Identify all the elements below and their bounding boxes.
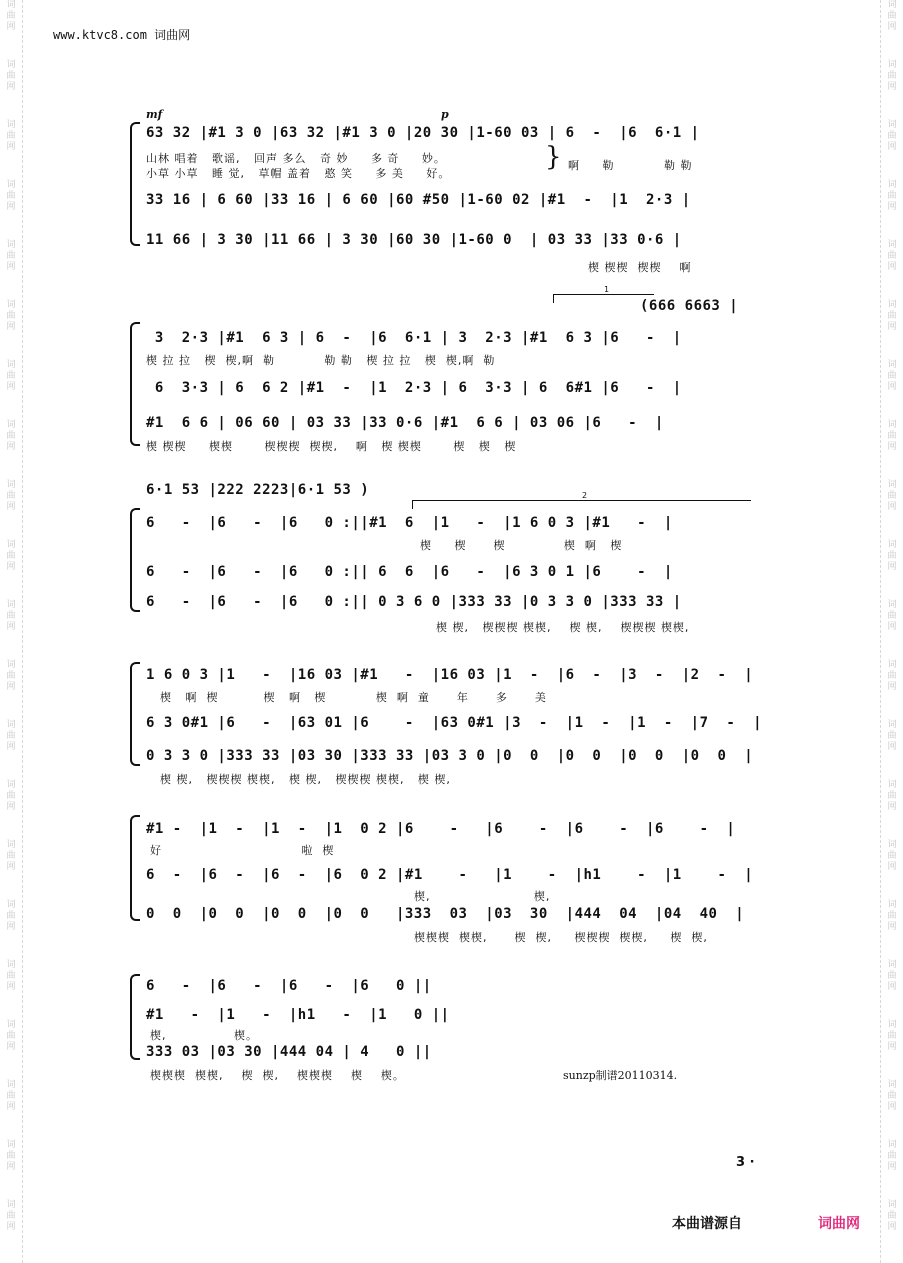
soprano-lyric: 楔 啊 楔 楔 啊 楔 楔 啊 童 年 多 美 — [160, 691, 547, 704]
soprano-notes: 3 2·3 |#1 6 3 | 6 - |6 6·1 | 3 2·3 |#1 6 3 |6 - | — [146, 330, 682, 346]
soprano-notes: 1 6 0 3 |1 - |16 03 |#1 - |16 03 |1 - |6 - |3 - |2 - | — [146, 667, 754, 683]
volta-2: 2 — [412, 500, 751, 509]
watermark-word: 词 曲 网 — [6, 780, 16, 812]
watermark-word: 词 曲 网 — [6, 900, 16, 932]
alto-notes: 33 16 | 6 60 |33 16 | 6 60 |60 #50 |1-60 02 |#1 - |1 2·3 | — [146, 192, 691, 208]
watermark-word: 词 曲 网 — [887, 780, 897, 812]
system-brace — [130, 122, 140, 246]
bass-lyric: 楔 楔, 楔楔楔 楔楔, 楔 楔, 楔楔楔 楔楔, 楔 楔, — [160, 773, 451, 786]
watermark-word: 词 曲 网 — [6, 420, 16, 452]
bass-lyric: 楔楔楔 楔楔, 楔 楔, 楔楔楔 楔 楔。 — [150, 1069, 405, 1082]
dynamic-mf: mf — [146, 108, 163, 121]
bass-lyric: 楔 楔楔 楔楔 楔楔楔 楔楔, 啊 楔 楔楔 楔 楔 楔 — [146, 440, 517, 453]
watermark-word: 词 曲 网 — [6, 600, 16, 632]
alto-notes: 6 3 0#1 |6 - |63 01 |6 - |63 0#1 |3 - |1 - |1 - |7 - | — [146, 715, 763, 731]
lyric-verse-2: 小草 小草 睡 觉, 草帽 盖着 憨 笑 多 美 好。 — [146, 167, 451, 180]
interlude-notes: 6·1 53 |222 2223|6·1 53 ) — [146, 482, 370, 498]
left-watermark-strip — [0, 0, 23, 1263]
right-watermark-strip — [880, 0, 903, 1263]
watermark-word: 词 曲 网 — [6, 1200, 16, 1232]
watermark-word: 词 曲 网 — [6, 180, 16, 212]
watermark-word: 词 曲 网 — [887, 360, 897, 392]
watermark-word: 词 曲 网 — [887, 480, 897, 512]
transcriber-credit: sunzp制谱20110314. — [563, 1069, 678, 1082]
alto-notes: #1 - |1 - |h1 - |1 0 || — [146, 1007, 450, 1023]
watermark-word: 词 曲 网 — [887, 1200, 897, 1232]
interlude-notes: (666 6663 | — [640, 298, 739, 314]
system-brace — [130, 815, 140, 921]
system-brace — [130, 662, 140, 766]
watermark-word: 词 曲 网 — [6, 240, 16, 272]
site-header: www.ktvc8.com 词曲网 — [53, 28, 191, 42]
watermark-word: 词 曲 网 — [6, 0, 16, 32]
watermark-word: 词 曲 网 — [887, 60, 897, 92]
watermark-word: 词 曲 网 — [6, 660, 16, 692]
watermark-word: 词 曲 网 — [887, 420, 897, 452]
watermark-word: 词 曲 网 — [6, 360, 16, 392]
soprano-lyric: 楔 楔 楔 楔 啊 楔 — [420, 539, 623, 552]
soprano-notes: #1 - |1 - |1 - |1 0 2 |6 - |6 - |6 - |6 - | — [146, 821, 736, 837]
soprano-notes: 6 - |6 - |6 - |6 0 || — [146, 978, 432, 994]
bass-notes: 0 0 |0 0 |0 0 |0 0 |333 03 |03 30 |444 04 |04 40 | — [146, 906, 745, 922]
alto-lyric: 楔, 楔。 — [150, 1029, 258, 1042]
alto-notes: 6 3·3 | 6 6 2 |#1 - |1 2·3 | 6 3·3 | 6 6#1 |6 - | — [146, 380, 682, 396]
bass-notes: 0 3 3 0 |333 33 |03 30 |333 33 |03 3 0 |0 0 |0 0 |0 0 |0 0 | — [146, 748, 754, 764]
alto-notes: 6 - |6 - |6 0 :|| 6 6 |6 - |6 3 0 1 |6 - | — [146, 564, 673, 580]
watermark-word: 词 曲 网 — [6, 840, 16, 872]
watermark-word: 词 曲 网 — [887, 1140, 897, 1172]
watermark-word: 词 曲 网 — [887, 0, 897, 32]
alto-notes: 6 - |6 - |6 - |6 0 2 |#1 - |1 - |h1 - |1 - | — [146, 867, 754, 883]
watermark-word: 词 曲 网 — [887, 240, 897, 272]
bass-notes: 6 - |6 - |6 0 :|| 0 3 6 0 |333 33 |0 3 3 0 |333 33 | — [146, 594, 682, 610]
watermark-word: 词 曲 网 — [887, 1020, 897, 1052]
bass-notes: 333 03 |03 30 |444 04 | 4 0 || — [146, 1044, 432, 1060]
alto-lyric: 楔, 楔, — [414, 890, 551, 903]
watermark-word: 词 曲 网 — [6, 300, 16, 332]
footer-source-label: 本曲谱源自 — [672, 1216, 742, 1232]
bass-lyric: 楔楔楔 楔楔, 楔 楔, 楔楔楔 楔楔, 楔 楔, — [414, 931, 708, 944]
watermark-word: 词 曲 网 — [887, 180, 897, 212]
dynamic-p: p — [441, 108, 449, 121]
watermark-word: 词 曲 网 — [6, 480, 16, 512]
watermark-word: 词 曲 网 — [887, 660, 897, 692]
lyric-verse-1: 山林 唱着 歌谣, 回声 多么 奇 妙 多 奇 妙。 — [146, 152, 446, 165]
footer-source-name: 词曲网 — [818, 1216, 860, 1232]
soprano-notes: 63 32 |#1 3 0 |63 32 |#1 3 0 |20 30 |1-60 03 | 6 - |6 6·1 | — [146, 125, 700, 141]
soprano-lyric: 楔 拉 拉 楔 楔,啊 勒 勒 勒 楔 拉 拉 楔 楔,啊 勒 — [146, 354, 496, 367]
soprano-notes: 6 - |6 - |6 0 :||#1 6 |1 - |1 6 0 3 |#1 - | — [146, 515, 673, 531]
watermark-word: 词 曲 网 — [887, 1080, 897, 1112]
bass-lyric: 楔 楔, 楔楔楔 楔楔, 楔 楔, 楔楔楔 楔楔, — [436, 621, 690, 634]
verse-brace: } — [545, 142, 562, 172]
system-brace — [130, 322, 140, 446]
watermark-word: 词 曲 网 — [887, 300, 897, 332]
watermark-word: 词 曲 网 — [6, 120, 16, 152]
watermark-word: 词 曲 网 — [6, 60, 16, 92]
bass-notes: 11 66 | 3 30 |11 66 | 3 30 |60 30 |1-60 0 | 03 33 |33 0·6 | — [146, 232, 682, 248]
watermark-word: 词 曲 网 — [6, 960, 16, 992]
watermark-word: 词 曲 网 — [6, 1020, 16, 1052]
watermark-word: 词 曲 网 — [887, 960, 897, 992]
watermark-word: 词 曲 网 — [6, 540, 16, 572]
watermark-word: 词 曲 网 — [887, 600, 897, 632]
soprano-lyric: 好 啦 楔 — [150, 844, 335, 857]
watermark-word: 词 曲 网 — [887, 540, 897, 572]
bass-notes: #1 6 6 | 06 60 | 03 33 |33 0·6 |#1 6 6 | 03 06 |6 - | — [146, 415, 664, 431]
watermark-word: 词 曲 网 — [887, 900, 897, 932]
system-brace — [130, 974, 140, 1060]
watermark-word: 词 曲 网 — [887, 120, 897, 152]
watermark-word: 词 曲 网 — [6, 720, 16, 752]
system-brace — [130, 508, 140, 612]
lyric-right-of-brace: 啊 勒 勒 勒 — [568, 159, 693, 172]
watermark-word: 词 曲 网 — [887, 720, 897, 752]
bass-lyric: 楔 楔楔 楔楔 啊 — [588, 261, 692, 274]
watermark-word: 词 曲 网 — [6, 1140, 16, 1172]
page-number: 3 · — [736, 1155, 755, 1170]
watermark-word: 词 曲 网 — [6, 1080, 16, 1112]
volta-1: 1 — [553, 294, 654, 303]
watermark-word: 词 曲 网 — [887, 840, 897, 872]
